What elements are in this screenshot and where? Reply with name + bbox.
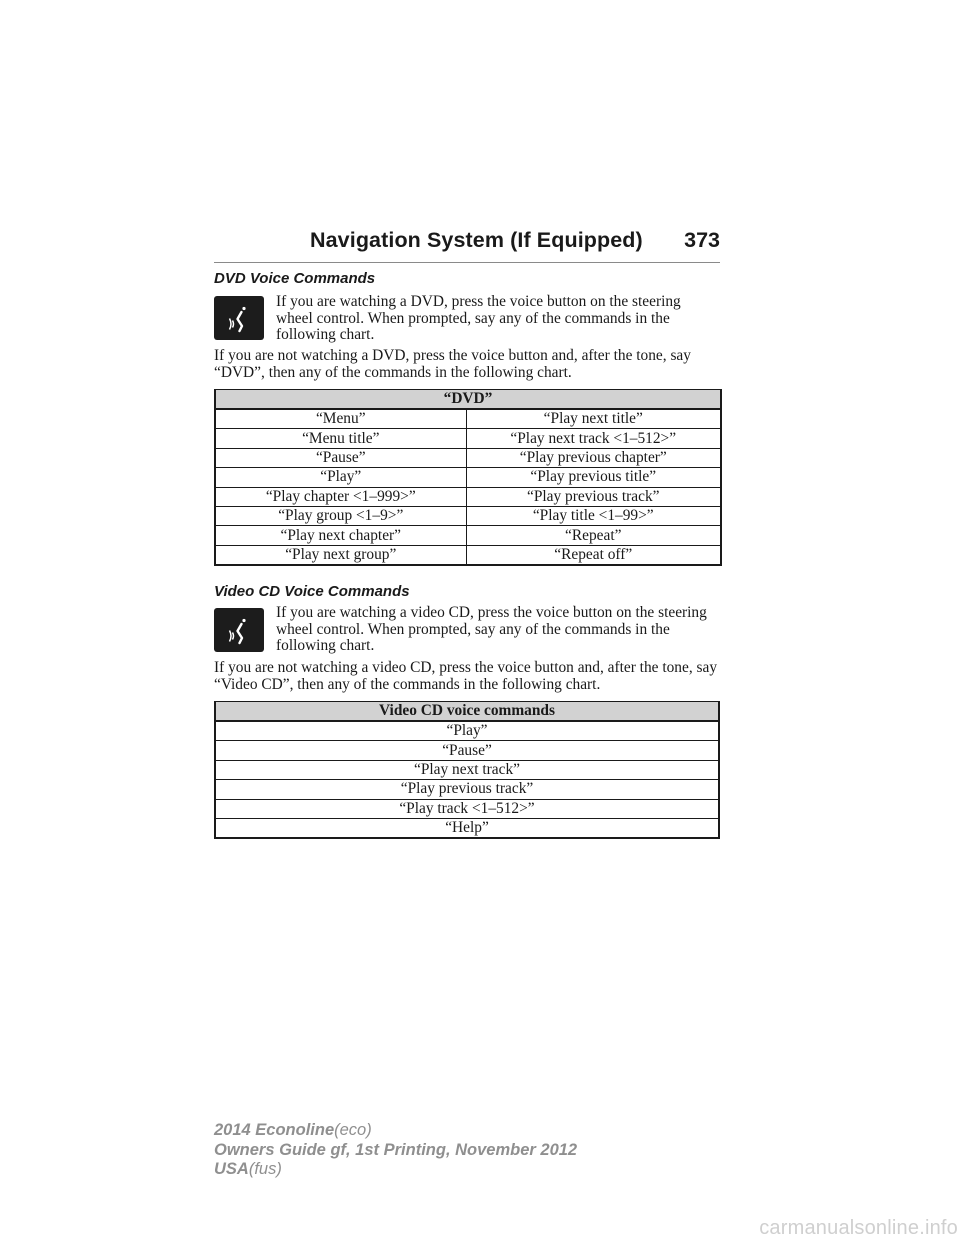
table-header: “DVD” [215,390,721,410]
table-row [215,448,721,467]
dvd-commands-table [214,389,722,566]
footer-model-line [214,1121,577,1141]
watermark: carmanualsonline.info [759,1217,958,1239]
page-title: Navigation System (If Equipped) [310,228,643,252]
vcd-paragraph: If you are not watching a video CD, press the voice button and, after the tone, say “Video CD”, then any of the commands in the following chart. [214,659,718,693]
vcd-commands-table [214,701,720,839]
table-cell: “Menu title” [215,429,466,448]
table-cell: “Play” [215,468,466,487]
table-row [215,799,719,818]
table-cell: “Play previous title” [466,468,721,487]
table-row [215,409,721,429]
table-cell: “Play next group” [215,545,466,565]
table-cell: “Play previous track” [215,780,719,799]
table-cell: “Pause” [215,448,466,467]
table-header-row [215,702,719,722]
table-row [215,818,719,838]
voice-button-icon [214,608,264,652]
table-cell: “Play title <1–99>” [466,506,721,525]
vcd-icon-paragraph: If you are watching a video CD, press the voice button on the steering wheel control. When prompted, say any of the commands in the following chart. [276,604,707,655]
table-cell: “Play next track <1–512>” [466,429,721,448]
table-row [215,741,719,760]
table-cell: “Play” [215,721,719,741]
table-row [215,429,721,448]
footer-model: 2014 Econoline [214,1121,335,1139]
footer-model-code: (eco) [334,1121,372,1139]
table-cell: “Menu” [215,409,466,429]
dvd-paragraph: If you are not watching a DVD, press the voice button and, after the tone, say “DVD”, then any of the commands in the following chart. [214,347,691,381]
table-cell: “Play track <1–512>” [215,799,719,818]
page-number: 373 [684,228,720,252]
table-cell: “Play next chapter” [215,526,466,545]
table-cell: “Pause” [215,741,719,760]
table-row [215,526,721,545]
table-row [215,545,721,565]
footer-market-line [214,1160,577,1180]
table-row [215,721,719,741]
table-row [215,468,721,487]
dvd-icon-paragraph: If you are watching a DVD, press the voice button on the steering wheel control. When prompted, say any of the commands in the following chart. [276,293,681,344]
table-cell: “Repeat off” [466,545,721,565]
table-row [215,506,721,525]
voice-button-icon [214,296,264,340]
dvd-section-heading: DVD Voice Commands [214,270,376,287]
page-header [214,228,720,263]
footer-market-code: (fus) [248,1160,282,1178]
document-footer [214,1121,577,1180]
table-row [215,760,719,779]
table-cell: “Play group <1–9>” [215,506,466,525]
table-cell: “Play previous chapter” [466,448,721,467]
vcd-section-heading: Video CD Voice Commands [214,583,410,600]
footer-market: USA [214,1160,249,1178]
table-header-row [215,390,721,410]
table-cell: “Repeat” [466,526,721,545]
table-cell: “Play next title” [466,409,721,429]
table-cell: “Play next track” [215,760,719,779]
table-cell: “Help” [215,818,719,838]
table-header: Video CD voice commands [215,702,719,722]
table-cell: “Play previous track” [466,487,721,506]
table-cell: “Play chapter <1–999>” [215,487,466,506]
table-row [215,487,721,506]
footer-guide-line: Owners Guide gf, 1st Printing, November 2012 [214,1140,578,1159]
table-row [215,780,719,799]
